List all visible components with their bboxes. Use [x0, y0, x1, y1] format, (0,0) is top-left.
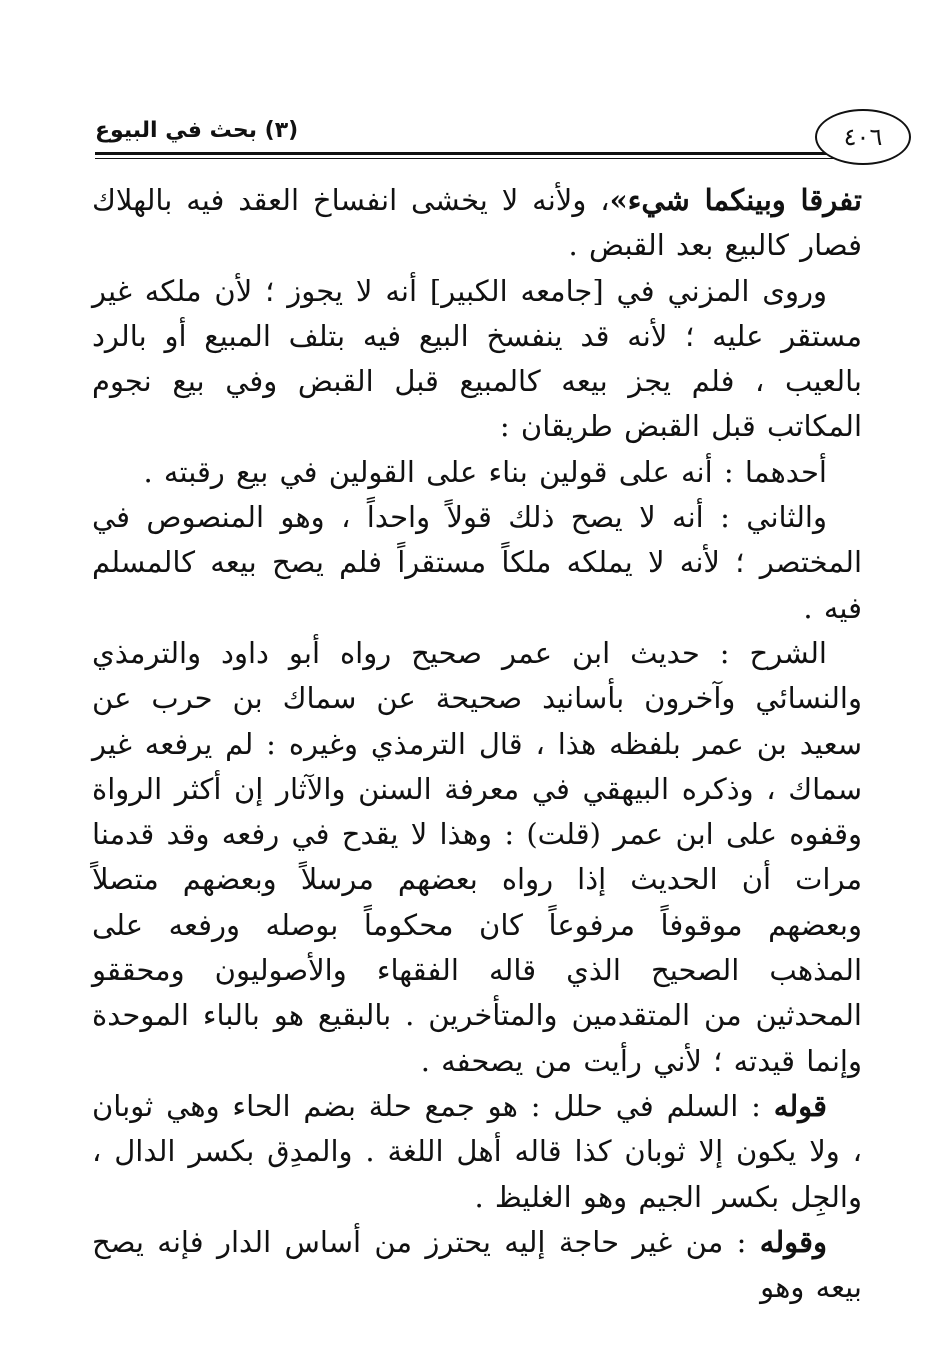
paragraph-2 — [92, 269, 862, 450]
running-title: (٣) بحث في البيوع — [95, 118, 299, 143]
paragraph-7 — [92, 1220, 862, 1311]
page-body — [92, 178, 862, 1310]
paragraph-text: ، ولأنه لا يخشى انفساخ العقد فيه بالهلاك فصار كالبيع بعد القبض . — [92, 183, 862, 263]
paragraph-text: والثاني : أنه لا يصح ذلك قولاً واحداً ، وهو المنصوص في المختصر ؛ لأنه لا يملكه ملكاً مستقراً فلم يصح بيعه كالمسلم فيه . — [92, 500, 862, 625]
paragraph-3 — [92, 450, 862, 495]
paragraph-text: الشرح : حديث ابن عمر صحيح رواه أبو داود والترمذي والنسائي وآخرون بأسانيد صحيحة عن سماك بن حرب عن سعيد بن عمر بلفظه هذا ، قال الترمذي وغيره : لم يرفعه غير سماك ، وذكره البيهقي في معرفة السنن والآثار إن أكثر الرواة وقفوه على ابن عمر (قلت) : وهذا لا يقدح في رفعه وقد قدمنا مرات أن الحديث إذا رواه بعضهم مرسلاً وبعضهم متصلاً وبعضهم موقوفاً مرفوعاً كان محكوماً بوصله ورفعه على المذهب الصحيح الذي قاله الفقهاء والأصوليون ومحققو المحدثين من المتقدمين والمتأخرين . بالبقيع هو بالباء الموحدة وإنما قيدته ؛ لأني رأيت من يصحفه . — [92, 635, 862, 1078]
paragraph-4 — [92, 495, 862, 631]
page-number: ٤٠٦ — [815, 109, 911, 165]
paragraph-text: أحدهما : أنه على قولين بناء على القولين في بيع رقبته . — [143, 454, 827, 489]
paragraph-text: : السلم في حلل : هو جمع حلة بضم الحاء وهي ثوبان ، ولا يكون إلا ثوبان كذا قاله أهل اللغة . والمدِق بكسر الدال ، والجِل بكسر الجيم وهو الغليظ . — [92, 1088, 862, 1214]
paragraph-text: : من غير حاجة إليه يحترز من أساس الدار فإنه يصح بيعه وهو — [92, 1224, 862, 1305]
paragraph-1 — [92, 178, 862, 269]
paragraph-lead: قوله — [773, 1088, 827, 1123]
paragraph-5 — [92, 631, 862, 1084]
paragraph-lead: وقوله — [759, 1224, 827, 1259]
header-rule-thick — [95, 152, 857, 155]
header-rule-thin — [95, 158, 857, 159]
paragraph-lead: تفرقا وبينكما شيء» — [609, 183, 862, 217]
paragraph-6 — [92, 1084, 862, 1220]
paragraph-text: وروى المزني في [جامعه الكبير] أنه لا يجوز ؛ لأن ملكه غير مستقر عليه ؛ لأنه قد ينفسخ البيع فيه بتلف المبيع أو بالرد بالعيب ، فلم يجز بيعه كالمبيع قبل القبض وفي بيع نجوم المكاتب قبل القبض طريقان : — [92, 273, 862, 444]
page-header — [95, 100, 883, 166]
